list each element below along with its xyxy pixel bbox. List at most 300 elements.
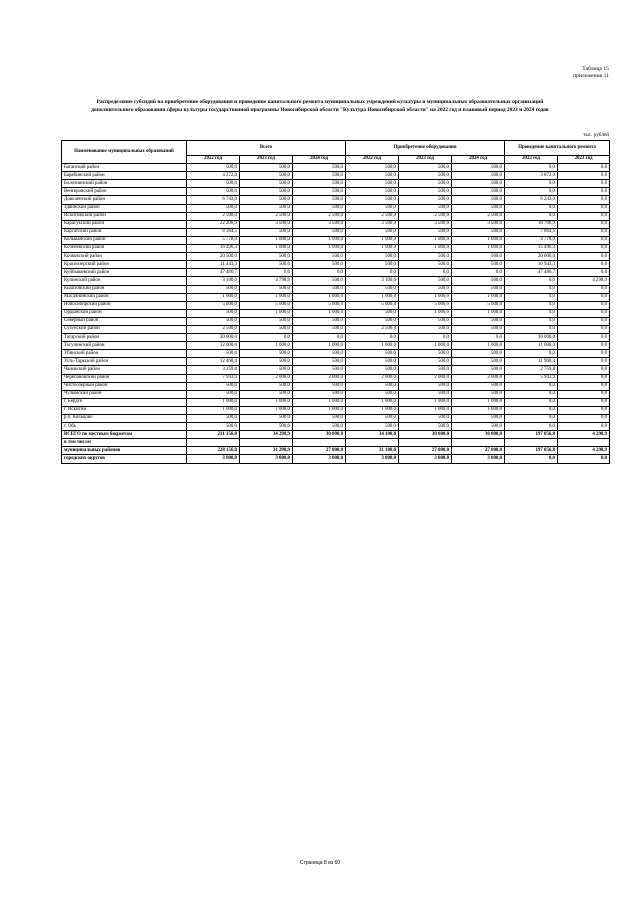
group-header-repair: Проведение капитального ремонта [505, 141, 610, 156]
value-cell: 1 000,0 [399, 342, 452, 350]
value-cell: 500,0 [452, 204, 505, 212]
value-cell: 1 000,0 [452, 293, 505, 301]
table-row [62, 317, 610, 325]
value-cell: 500,0 [346, 172, 399, 180]
table-row [62, 342, 610, 350]
value-cell: 500,0 [293, 366, 346, 374]
row-name-cell: Искитимский район [62, 212, 187, 220]
value-cell: 500,0 [240, 164, 293, 172]
value-cell: 34 100,0 [346, 431, 399, 439]
value-cell: 500,0 [293, 188, 346, 196]
value-cell: 500,0 [452, 415, 505, 423]
table-row [62, 431, 610, 439]
value-cell [187, 439, 240, 447]
value-cell: 0,0 [558, 245, 610, 253]
value-cell: 0,0 [558, 212, 610, 220]
value-cell: 500,0 [293, 172, 346, 180]
value-cell: 1 000,0 [293, 236, 346, 244]
value-cell: 500,0 [399, 415, 452, 423]
value-cell: 0,0 [558, 309, 610, 317]
page-number: Страница 8 из 60 [299, 860, 341, 866]
subsidy-table [61, 140, 610, 464]
table-body [62, 164, 610, 463]
value-cell: 500,0 [187, 164, 240, 172]
value-cell: 3 000,0 [187, 455, 240, 463]
value-cell: 0,0 [558, 334, 610, 342]
value-cell: 5 000,0 [293, 301, 346, 309]
row-name-cell: Кыштовский район [62, 285, 187, 293]
value-cell: 500,0 [240, 382, 293, 390]
value-cell: 0,0 [558, 366, 610, 374]
value-cell: 0,0 [558, 164, 610, 172]
value-cell: 500,0 [240, 204, 293, 212]
value-cell: 500,0 [399, 228, 452, 236]
value-cell: 0,0 [558, 180, 610, 188]
table-row [62, 309, 610, 317]
value-cell: 500,0 [293, 164, 346, 172]
year-header: 2022 год [505, 156, 558, 164]
value-cell: 500,0 [452, 172, 505, 180]
value-cell: 1 000,0 [187, 398, 240, 406]
value-cell: 0,0 [452, 334, 505, 342]
value-cell: 1 000,0 [399, 406, 452, 414]
value-cell: 27 000,0 [399, 447, 452, 455]
value-cell: 500,0 [240, 415, 293, 423]
value-cell: 5 000,0 [187, 301, 240, 309]
table-row [62, 455, 610, 463]
value-cell: 500,0 [399, 253, 452, 261]
value-cell: 500,0 [399, 285, 452, 293]
table-row [62, 406, 610, 414]
value-cell: 500,0 [240, 285, 293, 293]
table-row [62, 164, 610, 172]
value-cell: 1 000,0 [293, 293, 346, 301]
row-name-cell: Доволенский район [62, 196, 187, 204]
value-cell: 500,0 [293, 423, 346, 431]
value-cell: 500,0 [399, 350, 452, 358]
value-cell: 500,0 [346, 253, 399, 261]
value-cell: 0,0 [558, 236, 610, 244]
table-row [62, 172, 610, 180]
value-cell: 1 000,0 [240, 245, 293, 253]
value-cell: 3 000,0 [399, 455, 452, 463]
value-cell: 500,0 [452, 317, 505, 325]
value-cell: 0,0 [505, 301, 558, 309]
value-cell: 3 259,8 [187, 366, 240, 374]
value-cell: 500,0 [293, 358, 346, 366]
value-cell: 27 000,0 [452, 447, 505, 455]
value-cell: 4 298,9 [558, 431, 610, 439]
value-cell: 500,0 [187, 415, 240, 423]
value-cell: 2 000,0 [240, 374, 293, 382]
value-cell: 11 000,0 [505, 342, 558, 350]
table-row [62, 269, 610, 277]
table-row [62, 334, 610, 342]
value-cell: 47 486,7 [187, 269, 240, 277]
value-cell: 5 943,9 [505, 374, 558, 382]
value-cell: 500,0 [399, 325, 452, 333]
value-cell: 500,0 [346, 204, 399, 212]
table-row [62, 301, 610, 309]
value-cell [558, 439, 610, 447]
title-line-1: Распределение субсидий на приобретение оборудования и проведение капитального ремонта муниципальных учреждений культуры и муниципальных образовательных организаций [96, 99, 544, 105]
row-name-cell: Чистоозерный район [62, 382, 187, 390]
row-name-cell: Коченевский район [62, 245, 187, 253]
value-cell: 0,0 [558, 398, 610, 406]
value-cell: 0,0 [399, 269, 452, 277]
value-cell: 500,0 [399, 358, 452, 366]
value-cell: 0,0 [558, 196, 610, 204]
value-cell: 0,0 [505, 350, 558, 358]
value-cell: 500,0 [187, 350, 240, 358]
value-cell: 500,0 [452, 423, 505, 431]
value-cell: 500,0 [452, 164, 505, 172]
value-cell: 500,0 [240, 358, 293, 366]
value-cell: 0,0 [558, 253, 610, 261]
year-header: 2024 год [293, 156, 346, 164]
table-row [62, 415, 610, 423]
value-cell: 1 000,0 [187, 293, 240, 301]
row-name-cell: Колыванский район [62, 236, 187, 244]
value-cell: 2 000,0 [346, 374, 399, 382]
value-cell: 500,0 [346, 390, 399, 398]
value-cell: 500,0 [240, 423, 293, 431]
value-cell: 0,0 [558, 423, 610, 431]
table-row [62, 180, 610, 188]
value-cell [452, 439, 505, 447]
value-cell: 6 743,0 [187, 196, 240, 204]
value-cell: 2 500,0 [187, 325, 240, 333]
value-cell: 3 000,0 [240, 455, 293, 463]
value-cell: 2 759,8 [505, 366, 558, 374]
appendix-reference: приложения 11 [573, 73, 609, 79]
value-cell: 500,0 [346, 358, 399, 366]
table-row [62, 398, 610, 406]
value-cell: 0,0 [558, 342, 610, 350]
value-cell: 0,0 [558, 406, 610, 414]
value-cell: 500,0 [346, 366, 399, 374]
value-cell: 0,0 [240, 334, 293, 342]
value-cell: 500,0 [452, 277, 505, 285]
value-cell: 7 864,5 [505, 228, 558, 236]
document-title [60, 98, 580, 114]
value-cell: 2 500,0 [452, 212, 505, 220]
value-cell: 0,0 [558, 374, 610, 382]
value-cell: 11 443,3 [187, 261, 240, 269]
value-cell: 27 000,0 [293, 447, 346, 455]
value-cell: 4 778,0 [505, 236, 558, 244]
row-name-cell: г. Обь [62, 423, 187, 431]
value-cell: 3 500,0 [240, 220, 293, 228]
value-cell: 500,0 [293, 350, 346, 358]
value-cell: 500,0 [399, 164, 452, 172]
table-row [62, 236, 610, 244]
value-cell: 500,0 [399, 382, 452, 390]
value-cell: 500,0 [346, 180, 399, 188]
value-cell: 500,0 [399, 196, 452, 204]
year-header: 2024 год [452, 156, 505, 164]
value-cell: 500,0 [346, 164, 399, 172]
value-cell: 2 000,0 [293, 374, 346, 382]
value-cell: 8 364,5 [187, 228, 240, 236]
value-cell: 500,0 [399, 204, 452, 212]
value-cell: 1 000,0 [240, 406, 293, 414]
value-cell: 0,0 [505, 423, 558, 431]
value-cell: 0,0 [505, 325, 558, 333]
value-cell: 11 968,4 [505, 358, 558, 366]
value-cell: 500,0 [399, 366, 452, 374]
value-cell: 500,0 [240, 261, 293, 269]
value-cell: 5 000,0 [399, 301, 452, 309]
value-cell: 0,0 [558, 455, 610, 463]
value-cell: 12 000,0 [187, 342, 240, 350]
value-cell: 500,0 [293, 382, 346, 390]
table-row [62, 390, 610, 398]
row-name-cell: г. Бердск [62, 398, 187, 406]
row-name-cell: Черепановский район [62, 374, 187, 382]
value-cell: 0,0 [505, 317, 558, 325]
group-header-equipment: Приобретение оборудования [346, 141, 505, 156]
row-name-cell: Болотнинский район [62, 180, 187, 188]
value-cell: 0,0 [505, 382, 558, 390]
value-cell: 500,0 [452, 180, 505, 188]
value-cell: 500,0 [346, 309, 399, 317]
value-cell: 0,0 [558, 415, 610, 423]
value-cell: 4 298,9 [558, 447, 610, 455]
row-name-cell: Краснозерский район [62, 261, 187, 269]
value-cell: 0,0 [505, 406, 558, 414]
value-cell: 1 000,0 [452, 245, 505, 253]
value-cell: 0,0 [505, 212, 558, 220]
value-cell: 500,0 [187, 390, 240, 398]
value-cell: 500,0 [187, 423, 240, 431]
value-cell: 0,0 [558, 301, 610, 309]
value-cell: 1 000,0 [240, 398, 293, 406]
value-cell: 0,0 [558, 317, 610, 325]
row-name-cell: Новосибирский район [62, 301, 187, 309]
value-cell: 500,0 [346, 285, 399, 293]
value-cell: 1 000,0 [399, 309, 452, 317]
value-cell: 0,0 [346, 334, 399, 342]
value-cell: 1 000,0 [346, 406, 399, 414]
value-cell: 2 500,0 [399, 212, 452, 220]
row-name-cell: р.п. Кольцово [62, 415, 187, 423]
value-cell: 500,0 [240, 188, 293, 196]
value-cell: 1 000,0 [293, 245, 346, 253]
value-cell: 3 100,0 [187, 277, 240, 285]
year-header: 2023 год [240, 156, 293, 164]
value-cell: 500,0 [399, 172, 452, 180]
value-cell: 500,0 [293, 390, 346, 398]
row-name-cell: Маслянинский район [62, 293, 187, 301]
value-cell: 0,0 [505, 415, 558, 423]
value-cell: 500,0 [240, 317, 293, 325]
value-cell: 500,0 [346, 415, 399, 423]
value-cell: 500,0 [346, 423, 399, 431]
value-cell: 3 872,0 [505, 172, 558, 180]
units-label: тыс. рублей [583, 132, 609, 138]
row-name-cell: Барабинский район [62, 172, 187, 180]
value-cell: 0,0 [505, 277, 558, 285]
value-cell: 500,0 [240, 180, 293, 188]
value-cell: 3 100,0 [346, 277, 399, 285]
table-number-block [573, 66, 609, 80]
value-cell: 500,0 [346, 261, 399, 269]
value-cell: 0,0 [558, 188, 610, 196]
year-header: 2023 год [399, 156, 452, 164]
value-cell: 500,0 [293, 196, 346, 204]
table-row [62, 188, 610, 196]
value-cell: 0,0 [558, 382, 610, 390]
value-cell: 0,0 [558, 261, 610, 269]
value-cell: 500,0 [452, 196, 505, 204]
value-cell: 500,0 [346, 317, 399, 325]
table-row [62, 220, 610, 228]
value-cell: 1 000,0 [452, 398, 505, 406]
value-cell: 500,0 [293, 261, 346, 269]
value-cell: 0,0 [558, 285, 610, 293]
value-cell: 500,0 [452, 188, 505, 196]
value-cell: 500,0 [452, 382, 505, 390]
row-name-cell: Карасукский район [62, 220, 187, 228]
value-cell: 1 000,0 [240, 309, 293, 317]
table-row [62, 212, 610, 220]
table-row [62, 253, 610, 261]
value-cell: 500,0 [187, 180, 240, 188]
table-row [62, 350, 610, 358]
table-row [62, 277, 610, 285]
value-cell: 2 000,0 [452, 374, 505, 382]
value-cell: 20 500,0 [187, 253, 240, 261]
value-cell: 0,0 [558, 350, 610, 358]
value-cell: 6 243,0 [505, 196, 558, 204]
value-cell: 500,0 [240, 390, 293, 398]
value-cell: 1 000,0 [452, 236, 505, 244]
value-cell: 500,0 [240, 228, 293, 236]
table-row [62, 325, 610, 333]
value-cell: 1 000,0 [399, 293, 452, 301]
value-cell: 500,0 [346, 350, 399, 358]
row-name-cell: Сузунский район [62, 325, 187, 333]
value-cell: 1 000,0 [452, 342, 505, 350]
row-name-cell: Баганский район [62, 164, 187, 172]
value-cell: 31 100,0 [346, 447, 399, 455]
value-cell: 0,0 [505, 398, 558, 406]
row-name-cell: Чулымский район [62, 390, 187, 398]
value-cell: 500,0 [399, 188, 452, 196]
table-row [62, 261, 610, 269]
value-cell: 500,0 [187, 317, 240, 325]
value-cell: 500,0 [293, 253, 346, 261]
table-row [62, 204, 610, 212]
column-header-name: Наименование муниципальных образований [62, 141, 187, 164]
value-cell: 500,0 [187, 204, 240, 212]
row-name-cell: Татарский район [62, 334, 187, 342]
value-cell: 1 000,0 [293, 342, 346, 350]
value-cell: 1 000,0 [346, 236, 399, 244]
value-cell: 500,0 [346, 188, 399, 196]
value-cell: 0,0 [452, 269, 505, 277]
row-name-cell: г. Искитим [62, 406, 187, 414]
value-cell: 18 706,9 [505, 220, 558, 228]
value-cell: 500,0 [399, 277, 452, 285]
value-cell: 500,0 [293, 415, 346, 423]
row-name-cell: ВСЕГО по местным бюджетам [62, 431, 187, 439]
value-cell: 1 000,0 [346, 293, 399, 301]
value-cell: 4 298,9 [558, 277, 610, 285]
value-cell: 3 000,0 [452, 455, 505, 463]
table-number: Таблица 15 [582, 66, 609, 72]
row-name-cell: Каргатский район [62, 228, 187, 236]
value-cell: 228 156,8 [187, 447, 240, 455]
value-cell: 500,0 [399, 317, 452, 325]
row-name-cell: Чановский район [62, 366, 187, 374]
value-cell: 3 500,0 [399, 220, 452, 228]
value-cell: 500,0 [399, 180, 452, 188]
value-cell: 30 000,0 [187, 334, 240, 342]
value-cell: 0,0 [558, 228, 610, 236]
table-row [62, 366, 610, 374]
value-cell [240, 439, 293, 447]
table-row [62, 293, 610, 301]
group-header-total: Всего [187, 141, 346, 156]
value-cell: 5 000,0 [240, 301, 293, 309]
value-cell: 1 000,0 [187, 406, 240, 414]
value-cell: 1 000,0 [399, 245, 452, 253]
value-cell: 500,0 [452, 228, 505, 236]
value-cell: 1 000,0 [293, 406, 346, 414]
value-cell: 0,0 [293, 269, 346, 277]
row-name-cell: Куйбышевский район [62, 269, 187, 277]
value-cell: 500,0 [240, 196, 293, 204]
value-cell: 3 500,0 [293, 220, 346, 228]
value-cell: 500,0 [187, 382, 240, 390]
value-cell: 0,0 [505, 293, 558, 301]
value-cell: 30 000,0 [293, 431, 346, 439]
value-cell: 0,0 [505, 204, 558, 212]
value-cell: 500,0 [293, 277, 346, 285]
value-cell [293, 439, 346, 447]
value-cell: 500,0 [346, 228, 399, 236]
value-cell: 3 500,0 [452, 220, 505, 228]
value-cell: 1 000,0 [240, 236, 293, 244]
value-cell: 500,0 [452, 325, 505, 333]
value-cell: 12 468,4 [187, 358, 240, 366]
row-name-cell: Ордынский район [62, 309, 187, 317]
value-cell: 231 156,8 [187, 431, 240, 439]
value-cell: 30 000,0 [452, 431, 505, 439]
value-cell: 22 206,9 [187, 220, 240, 228]
value-cell: 500,0 [452, 253, 505, 261]
value-cell: 1 000,0 [452, 309, 505, 317]
value-cell: 0,0 [505, 309, 558, 317]
year-header: 2023 год [558, 156, 610, 164]
value-cell: 2 500,0 [240, 212, 293, 220]
value-cell: 500,0 [240, 366, 293, 374]
value-cell: 500,0 [293, 180, 346, 188]
table-row [62, 382, 610, 390]
value-cell: 500,0 [452, 390, 505, 398]
value-cell: 0,0 [505, 164, 558, 172]
value-cell: 2 500,0 [293, 212, 346, 220]
year-header: 2022 год [187, 156, 240, 164]
row-name-cell: Тогучинский район [62, 342, 187, 350]
value-cell: 500,0 [240, 350, 293, 358]
value-cell: 197 056,8 [505, 431, 558, 439]
value-cell: 3 500,0 [346, 220, 399, 228]
value-cell: 1 000,0 [346, 398, 399, 406]
title-line-2: дополнительного образования сферы культуры государственной программы Новосибирской области "Культура Новосибирской области" на 2022 год и плановый период 2023 и 2024 годов [91, 107, 549, 113]
